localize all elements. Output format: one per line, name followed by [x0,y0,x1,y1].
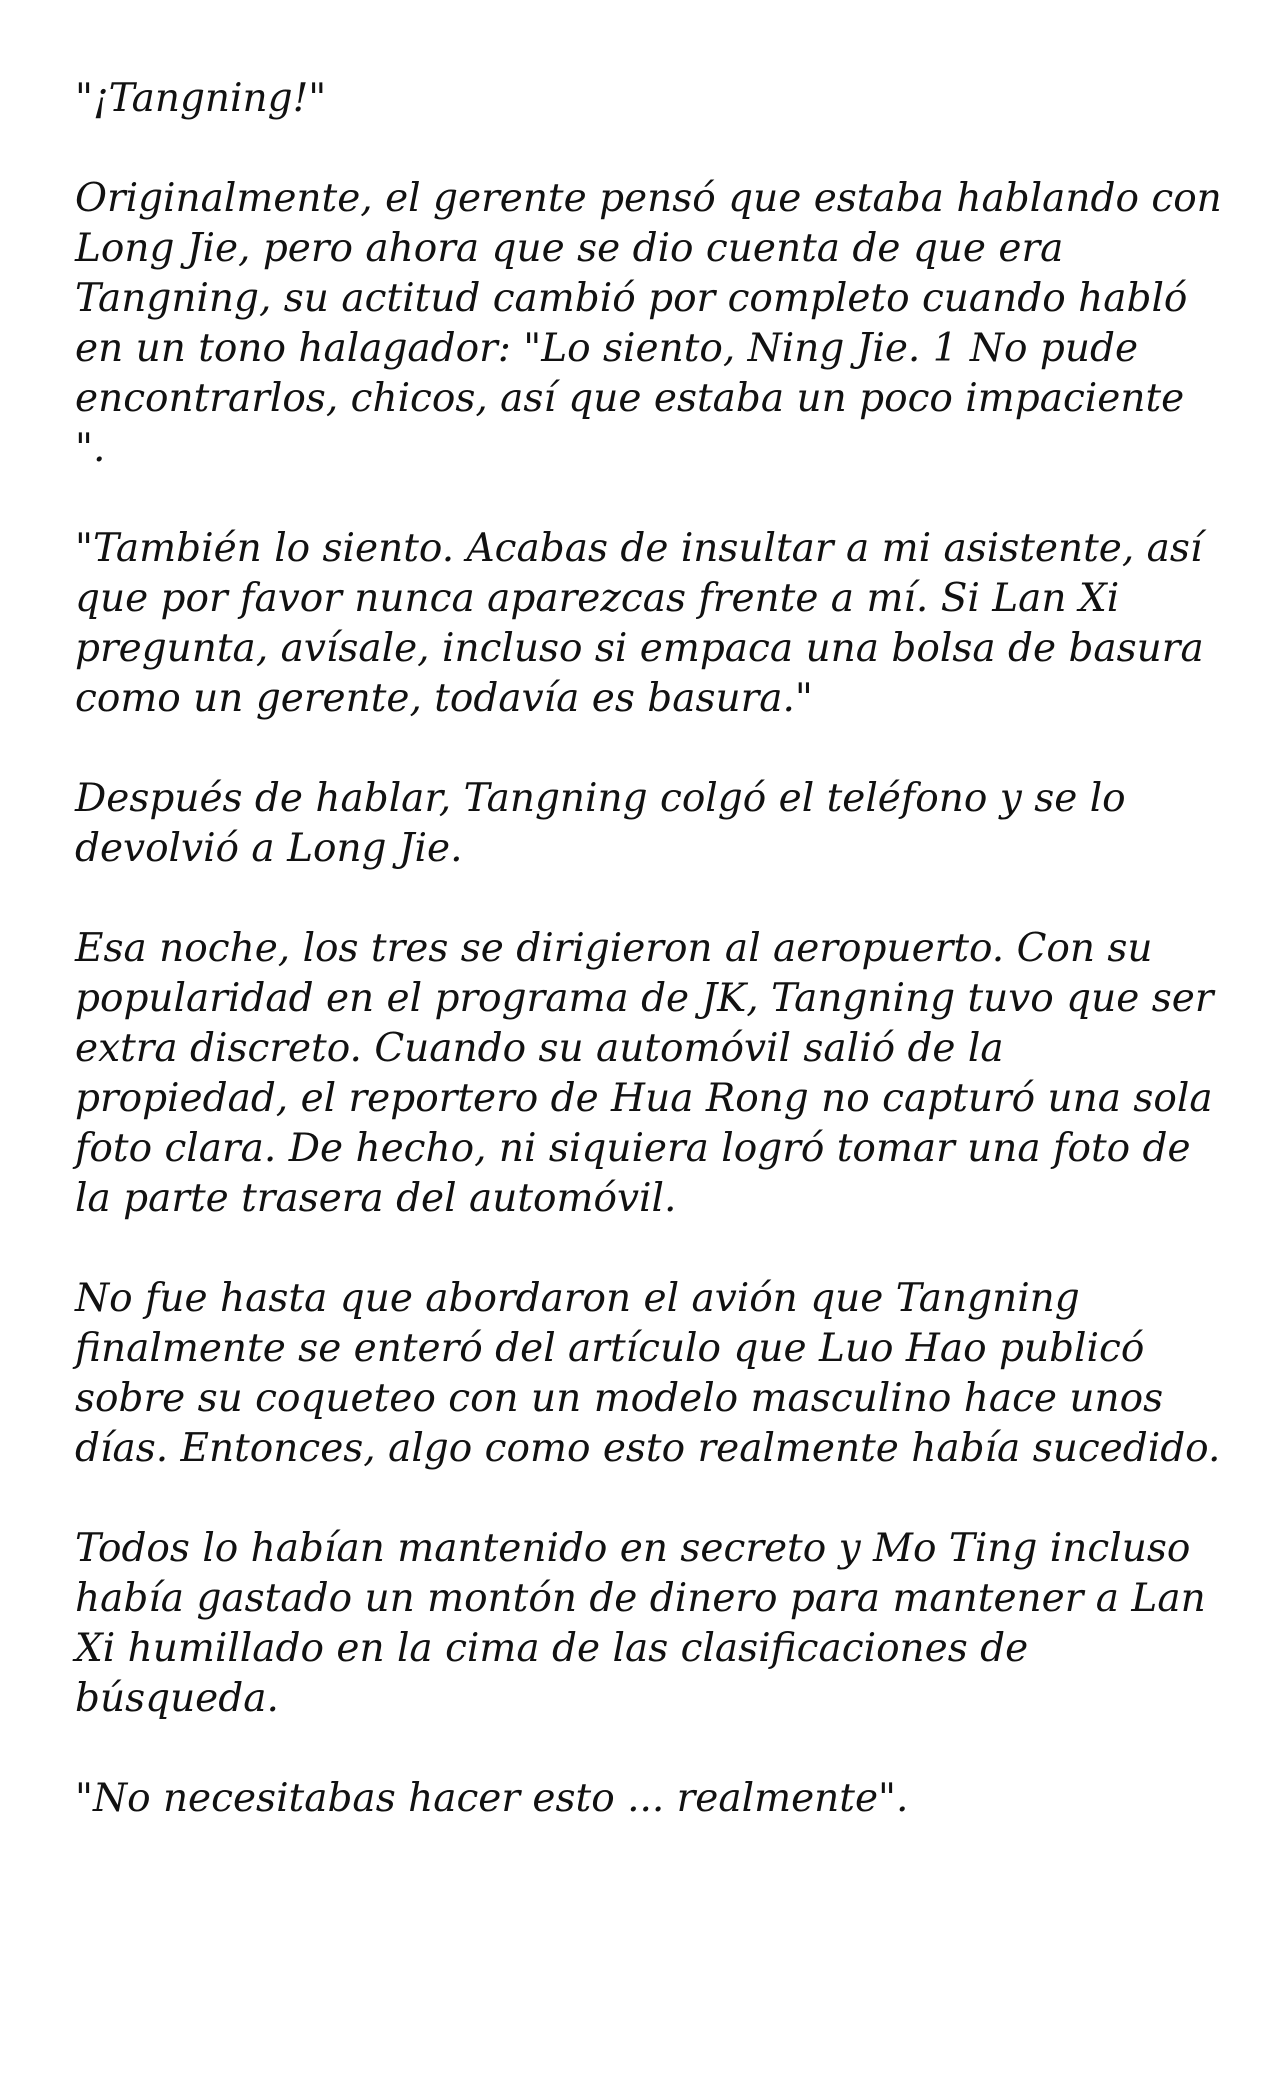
paragraph-2: Originalmente, el gerente pensó que estaba hablando con Long Jie, pero ahora que se dio cuenta de que era Tangning, su actitud cambió por completo cuando habló en un tono halagador: "Lo siento, Ning Jie. 1 No pude encontrarlos, chicos, así que estaba un poco impaciente ". [75,176,1222,471]
story-text [75,74,1225,1824]
paragraph-6: No fue hasta que abordaron el avión que Tangning finalmente se enteró del artículo que Luo Hao publicó sobre su coqueteo con un modelo masculino hace unos días. Entonces, algo como esto realmente había sucedido. [75,1276,1221,1471]
paragraph-7: Todos lo habían mantenido en secreto y Mo Ting incluso había gastado un montón de dinero para mantener a Lan Xi humillado en la cima de las clasificaciones de búsqueda. [75,1526,1206,1721]
paragraph-1: "¡Tangning!" [75,76,327,121]
paragraph-8: "No necesitabas hacer esto ... realmente". [75,1776,909,1821]
paragraph-3: "También lo siento. Acabas de insultar a mi asistente, así que por favor nunca aparezcas frente a mí. Si Lan Xi pregunta, avísale, incluso si empaca una bolsa de basura como un gerente, todavía es basura." [75,526,1204,721]
paragraph-4: Después de hablar, Tangning colgó el teléfono y se lo devolvió a Long Jie. [75,776,1126,871]
paragraph-5: Esa noche, los tres se dirigieron al aeropuerto. Con su popularidad en el programa de JK, Tangning tuvo que ser extra discreto. Cuando su automóvil salió de la propiedad, el reportero de Hua Rong no capturó una sola foto clara. De hecho, ni siquiera logró tomar una foto de la parte trasera del automóvil. [75,926,1214,1221]
